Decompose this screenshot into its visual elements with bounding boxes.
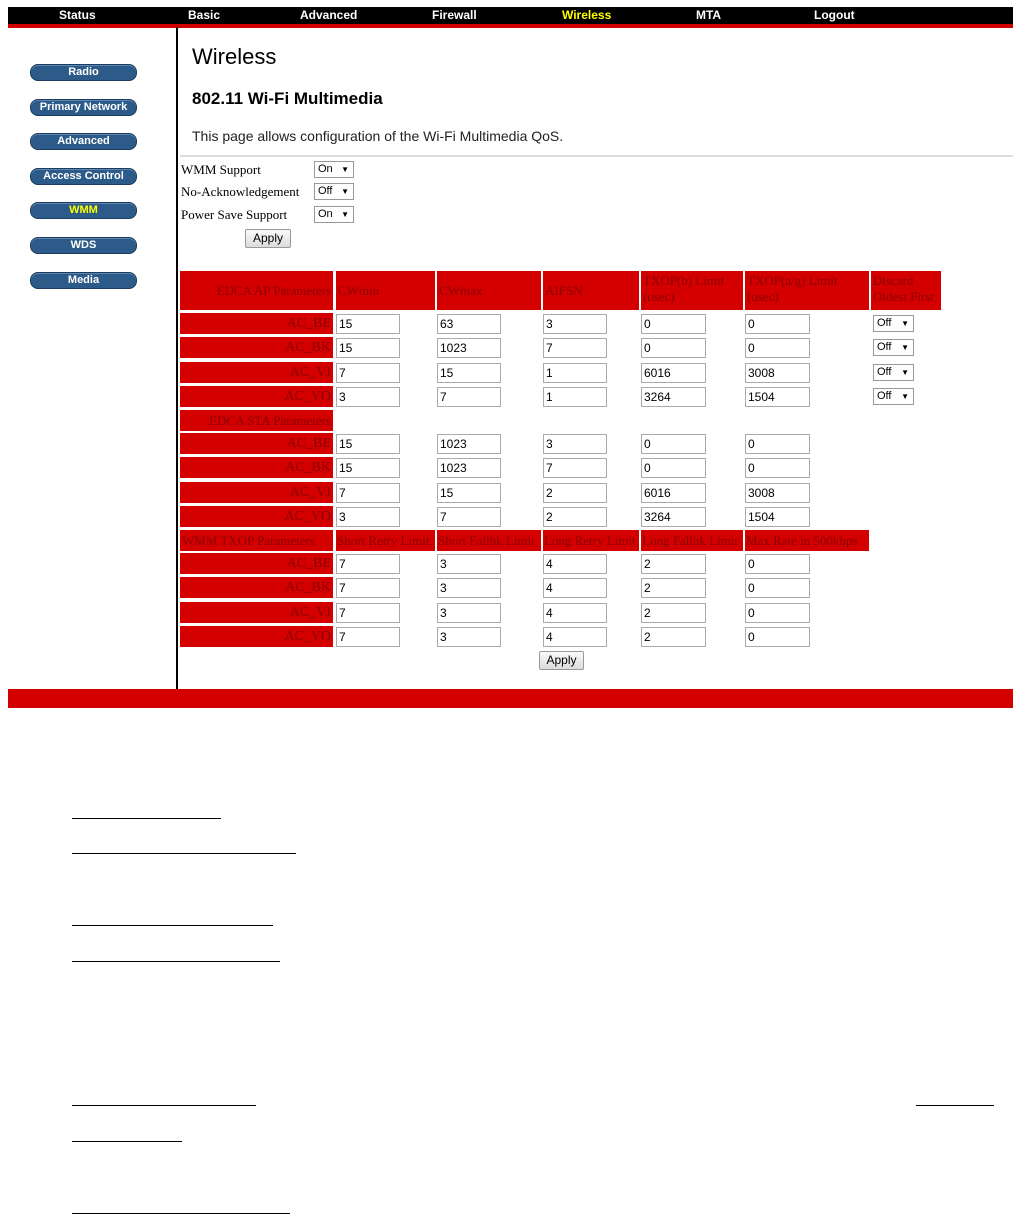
max-rate-input[interactable]: 0: [745, 603, 810, 623]
col-max-rate-header: Max Rate in 500kbps: [745, 530, 869, 551]
row-label-ac-vi: AC_VI: [180, 602, 333, 623]
short-retry-input[interactable]: 7: [336, 578, 400, 598]
txop-ag-input[interactable]: 3008: [745, 483, 810, 503]
discard-oldest-value: Off: [877, 389, 892, 402]
row-label-ac-be: AC_BE: [180, 313, 333, 334]
long-fallbk-input[interactable]: 2: [641, 554, 706, 574]
short-fallbk-input[interactable]: 3: [437, 603, 501, 623]
aifsn-input[interactable]: 2: [543, 507, 607, 527]
row-label-ac-be: AC_BE: [180, 553, 333, 574]
sidebar-item-radio[interactable]: Radio: [30, 64, 137, 81]
col-txop-b-header: TXOP(b) Limit (usec): [641, 271, 743, 310]
page-description: This page allows configuration of the Wi-Fi Multimedia QoS.: [192, 128, 564, 144]
cwmax-input[interactable]: 1023: [437, 458, 501, 478]
long-retry-input[interactable]: 4: [543, 578, 607, 598]
top-nav-bar: [8, 7, 1013, 28]
short-retry-input[interactable]: 7: [336, 554, 400, 574]
row-label-ac-vo: AC_VO: [180, 506, 333, 527]
aifsn-input[interactable]: 3: [543, 314, 607, 334]
row-label-ac-vo: AC_VO: [180, 626, 333, 647]
wmm-support-select[interactable]: [314, 161, 354, 178]
sidebar-item-wmm[interactable]: WMM: [30, 202, 137, 219]
nav-mta[interactable]: MTA: [696, 8, 722, 22]
power-save-label: Power Save Support: [181, 207, 288, 222]
no-ack-value: Off: [318, 185, 333, 197]
wmm-support-label: WMM Support: [181, 162, 261, 177]
col-aifsn-header: AIFSN: [543, 271, 639, 310]
nav-firewall[interactable]: Firewall: [432, 8, 477, 22]
short-fallbk-input[interactable]: 3: [437, 578, 501, 598]
col-long-retry-header: Long Retry Limit: [543, 530, 639, 551]
cwmax-input[interactable]: 7: [437, 507, 501, 527]
dropdown-arrow-icon: ▼: [341, 210, 349, 219]
col-cwmax-header: CWmax: [437, 271, 541, 310]
aifsn-input[interactable]: 1: [543, 363, 607, 383]
txop-b-input[interactable]: 3264: [641, 507, 706, 527]
no-ack-label: No-Acknowledgement: [181, 184, 300, 199]
row-label-ac-bk: AC_BK: [180, 337, 333, 358]
power-save-value: On: [318, 208, 333, 220]
cwmax-input[interactable]: 1023: [437, 434, 501, 454]
cwmin-input[interactable]: 15: [336, 434, 400, 454]
cwmin-input[interactable]: 15: [336, 338, 400, 358]
blank-line: [916, 1105, 994, 1106]
sidebar-item-advanced[interactable]: Advanced: [30, 133, 137, 150]
footer-bar: [8, 689, 1013, 708]
col-cwmin-header: CWmin: [336, 271, 435, 310]
short-retry-input[interactable]: 7: [336, 627, 400, 647]
sidebar-item-media[interactable]: Media: [30, 272, 137, 289]
cwmin-input[interactable]: 3: [336, 387, 400, 407]
apply-settings-button[interactable]: Apply: [245, 229, 291, 248]
txop-b-input[interactable]: 0: [641, 338, 706, 358]
row-label-ac-vo: AC_VO: [180, 386, 333, 407]
wmm-support-value: On: [318, 163, 333, 175]
dropdown-arrow-icon: ▼: [341, 165, 349, 174]
sidebar-item-wds[interactable]: WDS: [30, 237, 137, 254]
blank-line: [72, 853, 296, 854]
cwmin-input[interactable]: 15: [336, 314, 400, 334]
dropdown-arrow-icon: ▼: [341, 187, 349, 196]
txop-b-input[interactable]: 6016: [641, 483, 706, 503]
txop-b-input[interactable]: 0: [641, 458, 706, 478]
nav-advanced[interactable]: Advanced: [300, 8, 358, 22]
cwmax-input[interactable]: 63: [437, 314, 501, 334]
cwmin-input[interactable]: 15: [336, 458, 400, 478]
discard-oldest-select[interactable]: [873, 339, 914, 356]
row-label-ac-be: AC_BE: [180, 433, 333, 454]
short-fallbk-input[interactable]: 3: [437, 554, 501, 574]
blank-line: [72, 925, 273, 926]
aifsn-input[interactable]: 2: [543, 483, 607, 503]
blank-line: [72, 818, 221, 819]
cwmax-input[interactable]: 7: [437, 387, 501, 407]
wmm-txop-header: WMM TXOP Parameters: [180, 530, 333, 551]
blank-line: [72, 961, 280, 962]
nav-basic[interactable]: Basic: [188, 8, 221, 22]
discard-oldest-value: Off: [877, 365, 892, 378]
txop-ag-input[interactable]: 1504: [745, 387, 810, 407]
nav-logout[interactable]: Logout: [814, 8, 855, 22]
discard-oldest-value: Off: [877, 341, 892, 354]
short-retry-input[interactable]: 7: [336, 603, 400, 623]
max-rate-input[interactable]: 0: [745, 627, 810, 647]
aifsn-input[interactable]: 1: [543, 387, 607, 407]
discard-oldest-select[interactable]: [873, 364, 914, 381]
cwmax-input[interactable]: 15: [437, 483, 501, 503]
blank-line: [72, 1105, 256, 1106]
long-retry-input[interactable]: 4: [543, 603, 607, 623]
sidebar-item-access-control[interactable]: Access Control: [30, 168, 137, 185]
dropdown-arrow-icon: ▼: [901, 343, 909, 353]
row-label-ac-vi: AC_VI: [180, 362, 333, 383]
discard-oldest-select[interactable]: [873, 388, 914, 405]
dropdown-arrow-icon: ▼: [901, 367, 909, 377]
blank-line: [72, 1141, 182, 1142]
dropdown-arrow-icon: ▼: [901, 319, 909, 328]
page-subtitle: 802.11 Wi-Fi Multimedia: [192, 89, 383, 108]
txop-ag-input[interactable]: 0: [745, 338, 810, 358]
row-label-ac-vi: AC_VI: [180, 482, 333, 503]
long-fallbk-input[interactable]: 2: [641, 578, 706, 598]
col-short-fallbk-header: Short Fallbk Limit: [437, 530, 541, 551]
col-long-fallbk-header: Long Fallbk Limit: [641, 530, 743, 551]
nav-wireless[interactable]: Wireless: [562, 8, 612, 22]
cwmin-input[interactable]: 3: [336, 507, 400, 527]
aifsn-input[interactable]: 3: [543, 434, 607, 454]
short-fallbk-input[interactable]: 3: [437, 627, 501, 647]
power-save-select[interactable]: [314, 206, 354, 223]
col-short-retry-header: Short Retry Limit: [336, 530, 435, 551]
txop-ag-input[interactable]: 0: [745, 434, 810, 454]
sidebar-divider: [176, 27, 178, 689]
txop-ag-input[interactable]: 0: [745, 458, 810, 478]
aifsn-input[interactable]: 7: [543, 458, 607, 478]
edca-sta-header: EDCA STA Parameters: [180, 410, 333, 431]
edca-ap-header: EDCA AP Parameters: [180, 271, 333, 310]
aifsn-input[interactable]: 7: [543, 338, 607, 358]
max-rate-input[interactable]: 0: [745, 578, 810, 598]
row-label-ac-bk: AC_BK: [180, 457, 333, 478]
txop-b-input[interactable]: 3264: [641, 387, 706, 407]
apply-button[interactable]: Apply: [539, 651, 584, 670]
max-rate-input[interactable]: 0: [745, 554, 810, 574]
long-retry-input[interactable]: 4: [543, 554, 607, 574]
txop-b-input[interactable]: 6016: [641, 363, 706, 383]
blank-line: [72, 1213, 290, 1214]
no-ack-select[interactable]: [314, 183, 354, 200]
divider: [180, 155, 1013, 157]
discard-oldest-select[interactable]: [873, 315, 914, 332]
cwmin-input[interactable]: 7: [336, 363, 400, 383]
page-title: Wireless: [192, 44, 277, 69]
col-discard-header: Discard Oldest First: [871, 271, 941, 310]
cwmax-input[interactable]: 15: [437, 363, 501, 383]
nav-status[interactable]: Status: [59, 8, 96, 22]
long-retry-input[interactable]: 4: [543, 627, 607, 647]
txop-b-input[interactable]: 0: [641, 434, 706, 454]
dropdown-arrow-icon: ▼: [901, 391, 909, 401]
cwmax-input[interactable]: 1023: [437, 338, 501, 358]
long-fallbk-input[interactable]: 2: [641, 627, 706, 647]
cwmin-input[interactable]: 7: [336, 483, 400, 503]
discard-oldest-value: Off: [877, 317, 892, 329]
txop-ag-input[interactable]: 0: [745, 314, 810, 334]
sidebar-item-primary-network[interactable]: Primary Network: [30, 99, 137, 116]
txop-b-input[interactable]: 0: [641, 314, 706, 334]
txop-ag-input[interactable]: 1504: [745, 507, 810, 527]
row-label-ac-bk: AC_BK: [180, 577, 333, 598]
long-fallbk-input[interactable]: 2: [641, 603, 706, 623]
col-txop-ag-header: TXOP(a/g) Limit (usec): [745, 271, 869, 310]
txop-ag-input[interactable]: 3008: [745, 363, 810, 383]
